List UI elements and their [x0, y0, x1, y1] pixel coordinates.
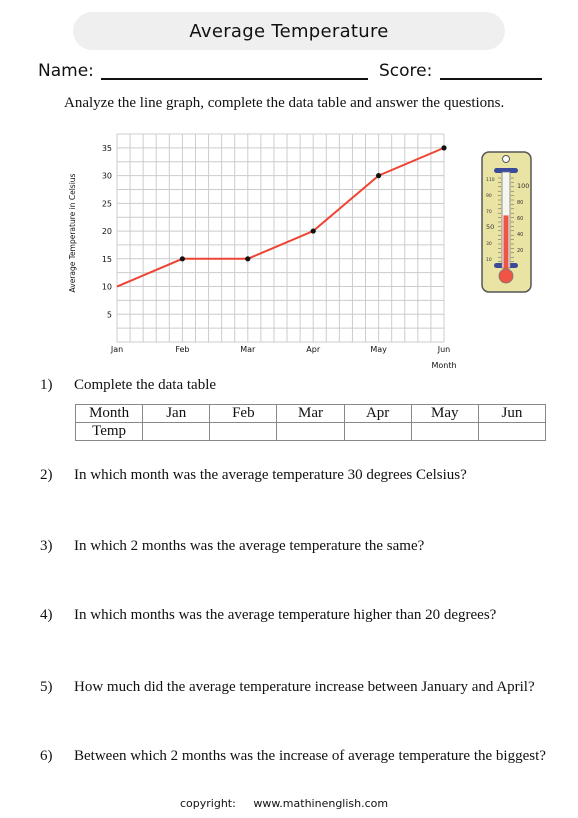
question-number: 2) [40, 467, 53, 483]
x-tick-label: Jun [437, 345, 451, 354]
instructions: Analyze the line graph, complete the data table and answer the questions. [64, 95, 505, 111]
question-number: 6) [40, 748, 53, 764]
data-point [245, 256, 250, 261]
answer-cell[interactable] [411, 423, 478, 441]
score-line [440, 78, 542, 80]
celsius-label: 40 [517, 232, 524, 238]
answer-cell[interactable] [277, 423, 344, 441]
table-row [76, 423, 546, 441]
table-cell: May [411, 405, 478, 423]
y-tick-label: 30 [101, 171, 112, 181]
data-table [75, 404, 546, 441]
x-tick-label: Jan [110, 345, 124, 354]
x-tick-label: Apr [306, 345, 321, 354]
page-title-text: Average Temperature [189, 20, 389, 42]
data-point [376, 173, 381, 178]
fahrenheit-label: 90 [486, 194, 492, 199]
score-label: Score: [379, 61, 433, 81]
x-tick-label: Feb [175, 345, 190, 354]
question-text: In which months was the average temperature higher than 20 degrees? [74, 607, 497, 623]
name-label: Name: [38, 61, 94, 81]
celsius-label: 20 [517, 248, 524, 254]
fahrenheit-label: 30 [486, 242, 492, 247]
question-number: 3) [40, 538, 53, 554]
line-chart [60, 130, 460, 375]
table-cell: Jun [478, 405, 545, 423]
celsius-label: 60 [517, 216, 524, 222]
question-text: In which 2 months was the average temperature the same? [74, 538, 425, 554]
x-axis-label: Month [431, 361, 457, 370]
celsius-label: 80 [517, 200, 524, 206]
hang-hole [503, 156, 510, 163]
data-point [441, 145, 446, 150]
question-text: In which month was the average temperature 30 degrees Celsius? [74, 467, 467, 483]
answer-cell[interactable] [143, 423, 210, 441]
y-tick-label: 20 [101, 227, 112, 237]
data-point [311, 228, 316, 233]
x-tick-label: May [370, 345, 387, 354]
question-text: Between which 2 months was the increase of average temperature the biggest? [74, 748, 546, 764]
question-text: Complete the data table [74, 377, 217, 393]
y-tick-label: 10 [101, 282, 112, 292]
y-tick-label: 25 [101, 199, 112, 209]
fahrenheit-label: 70 [486, 210, 492, 215]
question-number: 1) [40, 377, 53, 393]
y-tick-label: 35 [101, 143, 112, 153]
y-axis-label: Average Temperature in Celsius [68, 173, 77, 293]
table-cell: Mar [277, 405, 344, 423]
table-row [76, 405, 546, 423]
table-cell: Month [76, 405, 143, 423]
name-line [101, 78, 368, 80]
table-cell: Temp [76, 423, 143, 441]
table-cell: Feb [210, 405, 277, 423]
y-tick-label: 15 [101, 254, 112, 264]
page-title [73, 12, 505, 50]
answer-cell[interactable] [478, 423, 545, 441]
question-text: How much did the average temperature increase between January and April? [74, 679, 535, 695]
answer-cell[interactable] [344, 423, 411, 441]
copyright-label: copyright: [180, 797, 236, 810]
x-tick-label: Mar [240, 345, 256, 354]
table-cell: Jan [143, 405, 210, 423]
website-link[interactable]: www.mathinenglish.com [253, 797, 389, 810]
thermometer-icon [480, 150, 534, 295]
mercury [504, 215, 509, 272]
data-point [180, 256, 185, 261]
question-number: 5) [40, 679, 53, 695]
fahrenheit-label: 110 [486, 178, 495, 183]
fahrenheit-label: 10 [486, 258, 492, 263]
footer [180, 797, 402, 810]
question-number: 4) [40, 607, 53, 623]
fahrenheit-label: 50 [486, 223, 495, 231]
y-tick-label: 5 [106, 310, 112, 320]
answer-cell[interactable] [210, 423, 277, 441]
table-cell: Apr [344, 405, 411, 423]
celsius-label: 100 [517, 182, 530, 190]
bulb [499, 269, 513, 283]
